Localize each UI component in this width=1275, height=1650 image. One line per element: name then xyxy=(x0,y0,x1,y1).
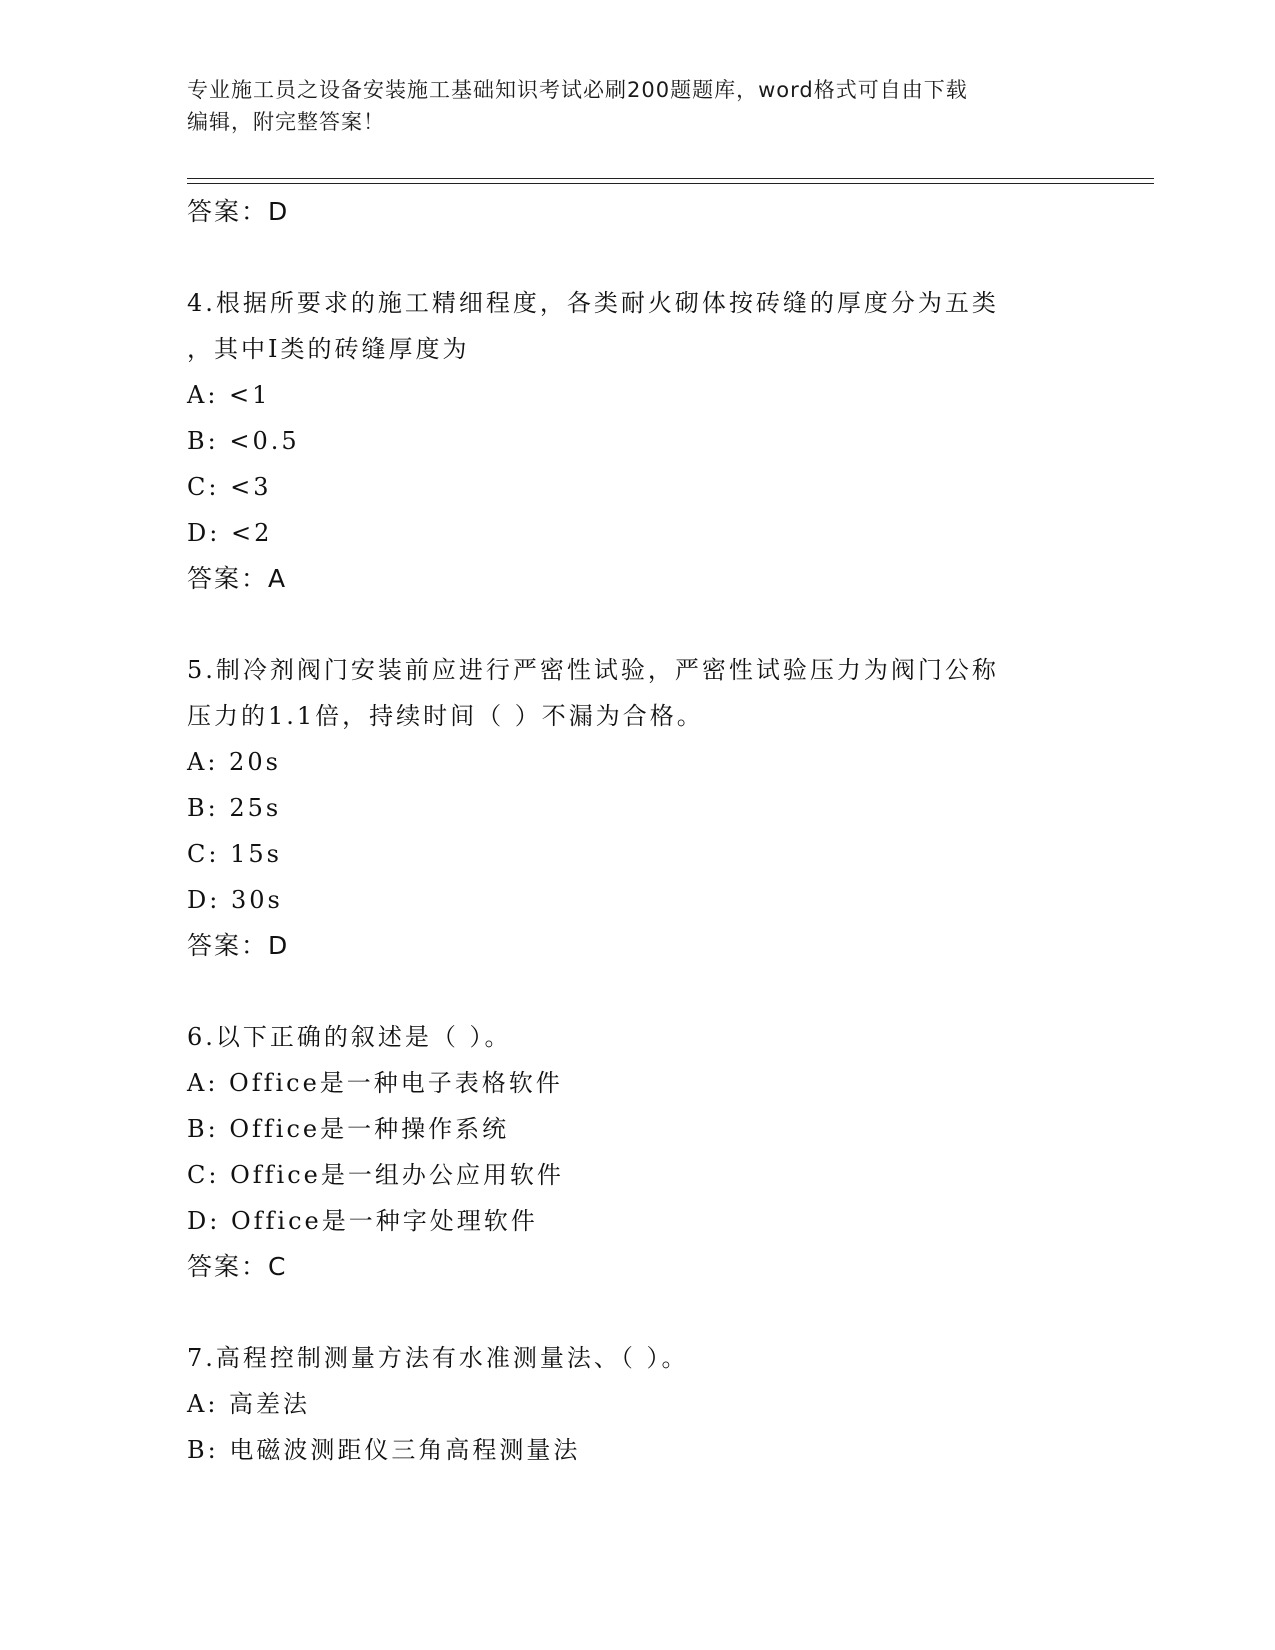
question-block-4 xyxy=(187,280,1067,602)
option-c: C: 15s xyxy=(187,840,282,868)
question-list xyxy=(187,189,1067,1473)
answer-line: 答案：C xyxy=(187,1252,288,1281)
answer-line: 答案：D xyxy=(187,197,290,226)
question-block-5 xyxy=(187,647,1067,969)
option-a: A: Office是一种电子表格软件 xyxy=(187,1069,563,1097)
option-b: B: Office是一种操作系统 xyxy=(187,1115,510,1143)
answer-line: 答案：D xyxy=(187,931,290,960)
option-a: A: <1 xyxy=(187,381,271,409)
option-b: B: 25s xyxy=(187,794,282,822)
option-b: B: <0.5 xyxy=(187,427,300,455)
header-title-line-1: 专业施工员之设备安装施工基础知识考试必刷200题题库，word格式可自由下载 xyxy=(187,78,968,102)
question-text: 6.以下正确的叙述是（ ）。 xyxy=(187,1023,512,1051)
question-block-6 xyxy=(187,1014,1067,1290)
option-c: C: <3 xyxy=(187,473,272,501)
question-text: 4.根据所要求的施工精细程度，各类耐火砌体按砖缝的厚度分为五类 xyxy=(187,289,999,317)
question-block-3-tail xyxy=(187,189,1067,235)
option-d: D: 30s xyxy=(187,886,283,914)
question-text: 7.高程控制测量方法有水准测量法、（ ）。 xyxy=(187,1344,689,1372)
question-text: 压力的1.1倍，持续时间（ ）不漏为合格。 xyxy=(187,702,704,730)
question-text: ，其中Ⅰ类的砖缝厚度为 xyxy=(187,335,470,363)
answer-line: 答案：A xyxy=(187,564,288,593)
header-divider-top xyxy=(187,178,1154,179)
option-c: C: Office是一组办公应用软件 xyxy=(187,1161,564,1189)
question-text: 5.制冷剂阀门安装前应进行严密性试验，严密性试验压力为阀门公称 xyxy=(187,656,999,684)
option-d: D: Office是一种字处理软件 xyxy=(187,1207,538,1235)
document-header xyxy=(187,74,1087,138)
option-a: A: 20s xyxy=(187,748,281,776)
option-d: D: <2 xyxy=(187,519,273,547)
header-divider-bottom xyxy=(187,183,1154,184)
header-title-line-2: 编辑，附完整答案！ xyxy=(187,110,385,134)
question-block-7 xyxy=(187,1335,1067,1473)
option-a: A: 高差法 xyxy=(187,1390,311,1418)
option-b: B: 电磁波测距仪三角高程测量法 xyxy=(187,1436,581,1464)
